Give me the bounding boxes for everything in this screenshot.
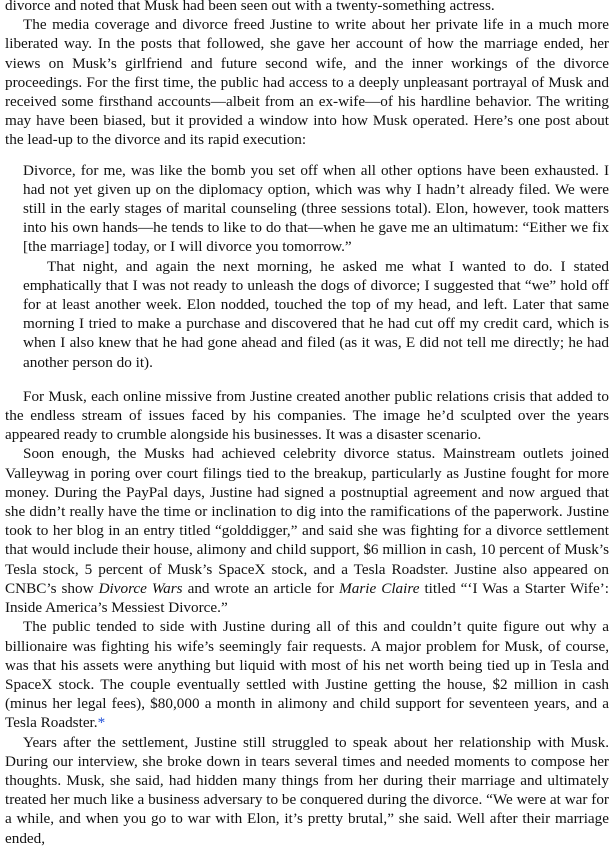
paragraph-celebrity-divorce bbox=[5, 444, 609, 617]
footnote-link[interactable]: * bbox=[97, 714, 106, 732]
block-quote bbox=[23, 161, 609, 372]
magazine-title: Marie Claire bbox=[339, 579, 420, 597]
paragraph-continuation: divorce and noted that Musk had been seen out with a twenty-something actress. bbox=[5, 0, 495, 14]
text-run: titled “‘I Was a Starter Wife’: Inside America’s Messiest Divorce.” bbox=[5, 579, 609, 617]
text-run: Soon enough, the Musks had achieved celebrity divorce status. Mainstream outlets joined Valleywag in poring over court filings tied to the breakup, particularly as Justine fought for more money. During the PayPal days, Justine had signed a postnuptial agreement and now argued that she didn’t really have the time or inclination to dig into the ramifications of the paperwork. Justine took to her blog in an entry titled “golddigger,” and said she was fighting for a divorce settlement that would include their house, alimony and child support, $6 million in cash, 10 percent of Musk’s Tesla stock, 5 percent of Musk’s SpaceX stock, and a Tesla Roadster. Justine also appeared on CNBC’s show bbox=[5, 445, 609, 597]
show-title: Divorce Wars bbox=[98, 579, 183, 597]
paragraph-settlement bbox=[5, 617, 609, 732]
text-run: and wrote an article for bbox=[182, 579, 340, 597]
paragraph-pr-crisis: For Musk, each online missive from Justine created another public relations crisis that added to the endless stream of issues faced by his companies. The image he’d sculpted over the years appeared ready to crumble alongside his businesses. It was a disaster scenario. bbox=[5, 387, 609, 444]
quote-paragraph-ultimatum: Divorce, for me, was like the bomb you set off when all other options have been exhausted. I had not yet given up on the diplomacy option, which was why I hadn’t already filed. We were still in the early stages of marital counseling (three sessions total). Elon, however, took matters into his own hands—he tends to like to do that—when he gave me an ultimatum: “Either we fix [the marriage] today, or I will divorce you tomorrow.” bbox=[23, 161, 609, 256]
paragraph-media-coverage: The media coverage and divorce freed Justine to write about her private life in a much more liberated way. In the posts that followed, she gave her account of how the marriage ended, her views on Musk’s girlfriend and future second wife, and the inner workings of the divorce proceedings. For the first time, the public had access to a deeply unpleasant portrayal of Musk and received some firsthand accounts—albeit from an ex-wife—of his hardline behavior. The writing may have been biased, but it provided a window into how Musk operated. Here’s one post about the lead-up to the divorce and its rapid execution: bbox=[5, 16, 609, 149]
quote-paragraph-credit-card: That night, and again the next morning, he asked me what I wanted to do. I stated emphatically that I was not ready to unleash the dogs of divorce; I suggested that “we” hold off for at least another week. Elon nodded, touched the top of my head, and left. Later that same morning I tried to make a purchase and discovered that he had cut off my credit card, which is when I also knew that he had gone ahead and filed (as it was, E did not tell me directly; he had another person do it). bbox=[23, 257, 609, 371]
text-run: The public tended to side with Justine during all of this and couldn’t quite figure out why a billionaire was fighting his wife’s seemingly fair requests. A major problem for Musk, of course, was that his assets were anything but liquid with most of his net worth being tied up in Tesla and SpaceX stock. The couple eventually settled with Justine getting the house, $2 million in cash (minus her legal fees), $80,000 a month in alimony and child support for seventeen years, and a Tesla Roadster. bbox=[5, 618, 609, 732]
book-page bbox=[5, 0, 609, 848]
paragraph-interview: Years after the settlement, Justine still struggled to speak about her relationship with Musk. During our interview, she broke down in tears several times and needed moments to compose her thoughts. Musk, she said, had hidden many things from her during their marriage and ultimately treated her much like a business adversary to be conquered during the divorce. “We were at war for a while, and when you go to war with Elon, it’s pretty brutal,” she said. Well after their marriage ended, bbox=[5, 733, 609, 847]
